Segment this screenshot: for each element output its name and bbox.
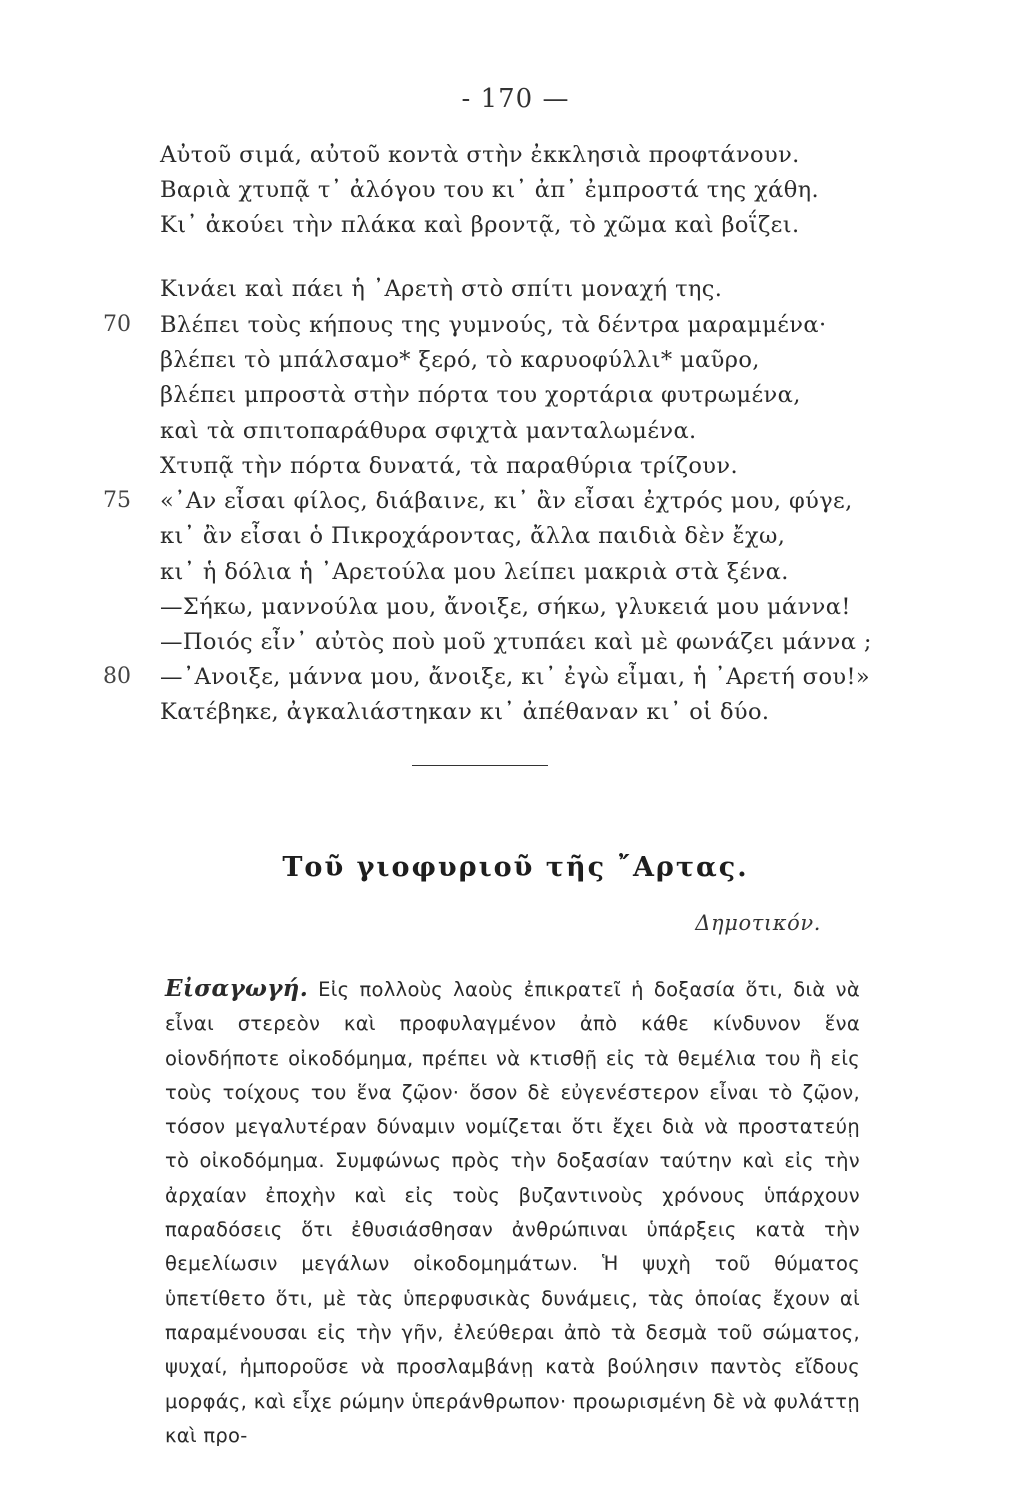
intro-label: Εἰσαγωγή. [165,975,309,1002]
verse-line: Αὐτοῦ σιμά, αὐτοῦ κοντὰ στὴν ἐκκλησιὰ προφτάνουν. [160,142,800,168]
verse-line: βλέπει τὸ μπάλσαμο* ξερό, τὸ καρυοφύλλι* μαῦρο, [160,347,760,373]
introduction-paragraph [165,972,860,1453]
section-title: Τοῦ γιοφυριοῦ τῆς ῎Αρτας. [282,852,749,883]
verse-line: κι᾽ ἂν εἶσαι ὁ Πικροχάροντας, ἄλλα παιδιὰ δὲν ἔχω, [160,523,786,549]
verse-line: —Σήκω, μαννούλα μου, ἄνοιξε, σήκω, γλυκειά μου μάννα! [160,594,851,620]
line-number: 70 [103,312,131,337]
verse-line: Κι᾽ ἀκούει τὴν πλάκα καὶ βροντᾷ, τὸ χῶμα καὶ βοΐζει. [160,212,800,238]
verse-line: κι᾽ ἡ δόλια ἡ ᾽Αρετούλα μου λείπει μακριὰ στὰ ξένα. [160,559,789,585]
line-number: 75 [103,488,131,513]
page-number: - 170 — [461,84,570,114]
line-number: 80 [103,664,131,689]
verse-line: Κινάει καὶ πάει ἡ ᾽Αρετὴ στὸ σπίτι μοναχή της. [160,276,723,302]
intro-text: Εἰς πολλοὺς λαοὺς ἐπικρατεῖ ἡ δοξασία ὅτι, διὰ νὰ εἶναι στερεὸν καὶ προφυλαγμένον ἀπὸ κάθε κίνδυνον ἕνα οἱονδήποτε οἰκοδόμημα, πρέπει νὰ κτισθῇ εἰς τὰ θεμέλια του ἢ εἰς τοὺς τοίχους του ἕνα ζῷον· ὅσον δὲ εὐγενέστερον εἶναι τὸ ζῷον, τόσον μεγαλυτέραν δύναμιν νομίζεται ὅτι ἔχει διὰ νὰ προστατεύῃ τὸ οἰκοδόμημα. Συμφώνως πρὸς τὴν δοξασίαν ταύτην καὶ εἰς τὴν ἀρχαίαν ἐποχὴν καὶ εἰς τοὺς βυζαντινοὺς χρόνους ὑπάρχουν παραδόσεις ὅτι ἐθυσιάσθησαν ἀνθρώπιναι ὑπάρξεις κατὰ τὴν θεμελίωσιν μεγάλων οἰκοδομημάτων. Ἡ ψυχὴ τοῦ θύματος ὑπετίθετο ὅτι, μὲ τὰς ὑπερφυσικὰς δυνάμεις, τὰς ὁποίας ἔχουν αἱ παραμένουσαι εἰς τὴν γῆν, ἐλεύθεραι ἀπὸ τὰ δεσμὰ τοῦ σώματος, ψυχαί, ἠμποροῦσε νὰ προσλαμβάνῃ κατὰ βούλησιν παντὸς εἴδους μορφάς, καὶ εἶχε ρώμην ὑπεράνθρωπον· προωρισμένη δὲ νὰ φυλάττῃ καὶ προ- [165,978,861,1447]
verse-line: «᾽Αν εἶσαι φίλος, διάβαινε, κι᾽ ἂν εἶσαι ἐχτρός μου, φύγε, [160,488,853,514]
verse-line: καὶ τὰ σπιτοπαράθυρα σφιχτὰ μανταλωμένα. [160,418,697,444]
verse-line: Χτυπᾷ τὴν πόρτα δυνατά, τὰ παραθύρια τρίζουν. [160,453,738,479]
verse-line: —᾽Ανοιξε, μάννα μου, ἄνοιξε, κι᾽ ἐγὼ εἶμαι, ἡ ᾽Αρετή σου!» [160,664,871,690]
verse-line: Βλέπει τοὺς κήπους της γυμνούς, τὰ δέντρα μαραμμένα· [160,312,827,338]
verse-line: Βαριὰ χτυπᾷ τ᾽ ἀλόγου του κι᾽ ἀπ᾽ ἐμπροστά της χάθη. [160,177,820,203]
verse-line: βλέπει μπροστὰ στὴν πόρτα του χορτάρια φυτρωμένα, [160,382,801,408]
verse-line: —Ποιός εἶν᾽ αὐτὸς ποὺ μοῦ χτυπάει καὶ μὲ φωνάζει μάννα ; [160,629,872,655]
section-divider [412,765,548,766]
section-subtitle: Δημοτικόν. [695,911,821,935]
verse-line: Κατέβηκε, ἀγκαλιάστηκαν κι᾽ ἀπέθαναν κι᾽ οἱ δύο. [160,699,770,725]
